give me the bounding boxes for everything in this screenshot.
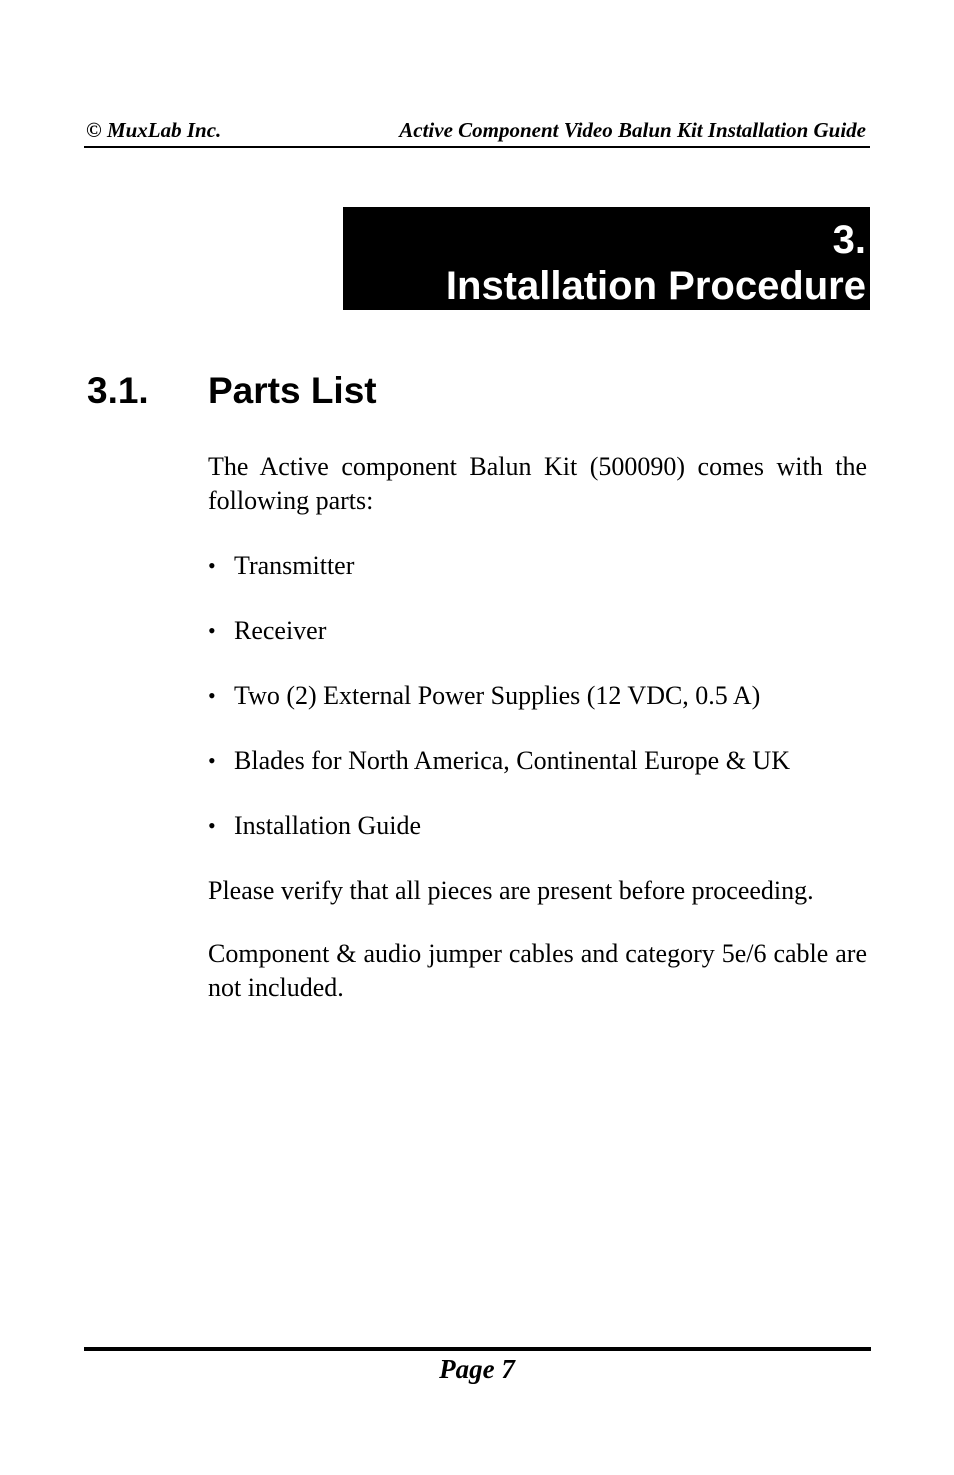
intro-paragraph: The Active component Balun Kit (500090) comes with the following parts: xyxy=(208,452,867,515)
section-title: Parts List xyxy=(208,370,377,411)
chapter-title: Installation Procedure xyxy=(445,264,866,308)
bullet-icon: • xyxy=(208,813,216,838)
chapter-title-box xyxy=(343,207,870,310)
page-number: Page 7 xyxy=(439,1354,515,1384)
verify-paragraph: Please verify that all pieces are present before proceeding. xyxy=(208,876,814,905)
list-item xyxy=(208,744,867,778)
footer-divider xyxy=(84,1347,871,1351)
list-item-label: Two (2) External Power Supplies (12 VDC, 0.5 A) xyxy=(234,681,761,710)
list-item-label: Blades for North America, Continental Europe & UK xyxy=(234,746,790,775)
section-number: 3.1. xyxy=(87,370,149,411)
list-item xyxy=(208,549,867,583)
list-item-label: Installation Guide xyxy=(234,811,422,840)
list-item xyxy=(208,614,867,648)
page-header xyxy=(84,116,870,148)
parts-list xyxy=(208,549,867,843)
not-included-paragraph: Component & audio jumper cables and category 5e/6 cable are not included. xyxy=(208,939,867,1002)
chapter-number: 3. xyxy=(832,218,866,262)
bullet-icon: • xyxy=(208,553,216,578)
copyright-text: © MuxLab Inc. xyxy=(86,118,222,142)
document-title: Active Component Video Balun Kit Installation Guide xyxy=(399,118,866,142)
bullet-icon: • xyxy=(208,683,216,708)
list-item xyxy=(208,809,867,843)
bullet-icon: • xyxy=(208,618,216,643)
list-item-label: Receiver xyxy=(234,616,327,645)
list-item-label: Transmitter xyxy=(234,551,355,580)
list-item xyxy=(208,679,867,713)
bullet-icon: • xyxy=(208,748,216,773)
section-body xyxy=(208,450,867,1005)
